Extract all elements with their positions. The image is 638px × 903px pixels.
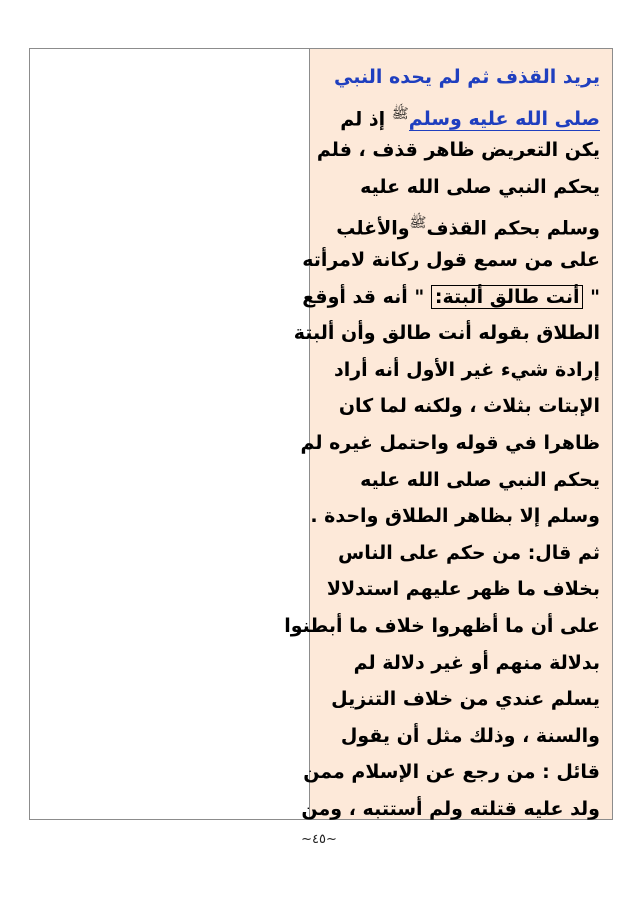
- text-line-8: الطلاق بقوله أنت طالق وأن ألبتة: [293, 322, 600, 345]
- blue-phrase-underlined: صلى الله عليه وسلم: [408, 107, 600, 130]
- page-number: ~٤٥~: [301, 832, 337, 847]
- boxed-quote: أنت طالق ألبتة:: [431, 285, 584, 309]
- text-line-17: بدلالة منهم أو غير دلالة لم: [353, 651, 600, 674]
- text-line-10: الإبتات بثلاث ، ولكنه لما كان: [338, 395, 600, 418]
- text-line-14: ثم قال: من حكم على الناس: [338, 541, 600, 564]
- blue-phrase: يريد القذف ثم لم يحده النبي: [334, 66, 600, 88]
- text-line-9: إرادة شيء غير الأول أنه أراد: [333, 358, 600, 381]
- honorific-symbol: ﷺ: [391, 105, 409, 122]
- text-segment: والأغلب: [336, 217, 410, 240]
- text-line-15: بخلاف ما ظهر عليهم استدلالا: [326, 578, 600, 601]
- text-line-11: ظاهرا في قوله واحتمل غيره لم: [300, 431, 600, 454]
- text-line-1: [316, 59, 600, 96]
- text-segment: إذ لم: [340, 107, 386, 130]
- text-segment: وسلم بحكم القذف: [426, 217, 600, 240]
- text-line-18: يسلم عندي من خلاف التنزيل: [331, 688, 600, 711]
- text-line-21: ولد عليه قتلته ولم أستتبه ، ومن: [301, 797, 600, 820]
- text-line-4: يحكم النبي صلى الله عليه: [360, 175, 600, 198]
- text-line-3: يكن التعريض ظاهر قذف ، فلم: [316, 139, 600, 162]
- text-segment: " أنه قد أوقع: [302, 285, 425, 308]
- text-line-5: [316, 205, 600, 242]
- text-line-2: [316, 96, 600, 133]
- arabic-text-cell: [284, 49, 612, 820]
- empty-left-cell: [30, 49, 310, 819]
- quote-mark: ": [590, 285, 600, 308]
- text-line-13: وسلم إلا بظاهر الطلاق واحدة .: [310, 505, 600, 528]
- text-line-7: [302, 279, 600, 316]
- page-table: [29, 48, 613, 820]
- text-line-16: على أن ما أظهروا خلاف ما أبطنوا: [284, 614, 600, 637]
- text-line-12: يحكم النبي صلى الله عليه: [360, 468, 600, 491]
- text-line-20: قائل : من رجع عن الإسلام ممن: [303, 761, 600, 784]
- text-line-6: على من سمع قول ركانة لامرأته: [302, 248, 600, 271]
- text-line-19: والسنة ، وذلك مثل أن يقول: [340, 724, 600, 747]
- honorific-symbol: ﷺ: [409, 215, 427, 232]
